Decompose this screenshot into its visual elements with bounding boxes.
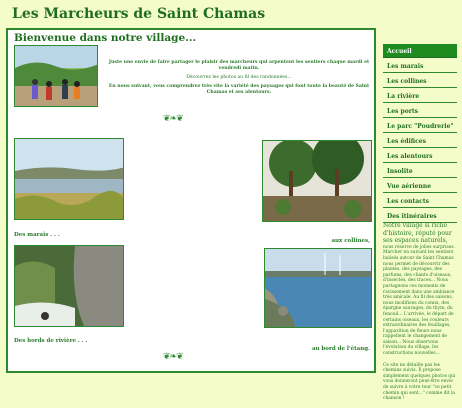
nav-item-vue-aerienne[interactable]: Vue aérienne bbox=[383, 179, 457, 193]
sidebar-nav bbox=[383, 44, 457, 224]
nav-item-accueil[interactable]: Accueil bbox=[383, 44, 457, 58]
caption-marais: Des marais . . . bbox=[14, 232, 60, 238]
nav-item-collines[interactable]: Les collines bbox=[383, 74, 457, 88]
caption-collines: aux collines, bbox=[331, 238, 370, 244]
main-content bbox=[6, 28, 376, 373]
intro-line-2: Découvrez les photos au fil des randonnées... bbox=[186, 75, 292, 80]
ornament-divider-top: ❦❧❦ bbox=[163, 114, 183, 124]
side-body-2: Ce site ne détaille pas les chemins suivis. Il propose simplement quelques photos qui vous donneront peut-être envie de suivre à votre tour "ce petit chemin qui sent..." comme dit la chanson ! bbox=[383, 362, 456, 402]
intro-line-3: En nous suivant, vous comprendrez très vite la variété des paysages qui font toute la beauté de Saint Chamas et ses alentours. bbox=[108, 84, 370, 95]
marais-photo[interactable] bbox=[14, 138, 124, 220]
hikers-photo bbox=[14, 45, 98, 107]
etang-photo[interactable] bbox=[264, 248, 372, 328]
site-title: Les Marcheurs de Saint Chamas bbox=[12, 6, 266, 22]
intro-line-1: Juste une envie de faire partager le plaisir des marcheurs qui arpentent les sentiers chaque mardi et vendredi matin. bbox=[108, 60, 370, 71]
side-body: nous réserve de jolies surprises. Marcher en suivant les sentiers balisés autour de Saint Chamas nous permet de découvrir des plantes, des paysages, des parfums, des chants d'oiseaux, d'insectes, des traces... Nous partageons ces moments de ravissement dans une ambiance très amicale. Au fil des saisons, nous modifions du connu, des épargne sauvages, du thym, du fenouil... L'arrivée, le départ de certains oiseaux, les couleurs extraordinaires des feuillages, l'apparition de fleurs nous rappellent le changement de saison... Nous observons l'évolution du village, les constructions nouvelles... bbox=[383, 244, 455, 357]
nav-item-insolite[interactable]: Insolite bbox=[383, 164, 457, 178]
nav-item-marais[interactable]: Les marais bbox=[383, 59, 457, 73]
page-title: Bienvenue dans notre village... bbox=[14, 32, 197, 44]
collines-photo[interactable] bbox=[262, 140, 372, 222]
nav-item-edifices[interactable]: Les édifices bbox=[383, 134, 457, 148]
nav-item-parc-poudrerie[interactable]: Le parc "Poudrerie" bbox=[383, 119, 457, 133]
ornament-divider-bottom: ❦❧❦ bbox=[163, 352, 183, 362]
nav-item-alentours[interactable]: Les alentours bbox=[383, 149, 457, 163]
side-description bbox=[383, 222, 459, 408]
side-lead: Notre village si riche d'histoire, réputé pour ses espaces naturels, bbox=[383, 222, 452, 245]
nav-item-ports[interactable]: Les ports bbox=[383, 104, 457, 118]
nav-item-itineraires[interactable]: Des itinéraires bbox=[383, 209, 457, 223]
riviere-photo[interactable] bbox=[14, 245, 124, 327]
caption-etang: au bord de l'étang. bbox=[311, 346, 370, 352]
nav-item-riviere[interactable]: La rivière bbox=[383, 89, 457, 103]
caption-riviere: Des bords de rivière . . . bbox=[14, 338, 88, 344]
intro-text bbox=[104, 60, 374, 99]
nav-item-contacts[interactable]: Les contacts bbox=[383, 194, 457, 208]
